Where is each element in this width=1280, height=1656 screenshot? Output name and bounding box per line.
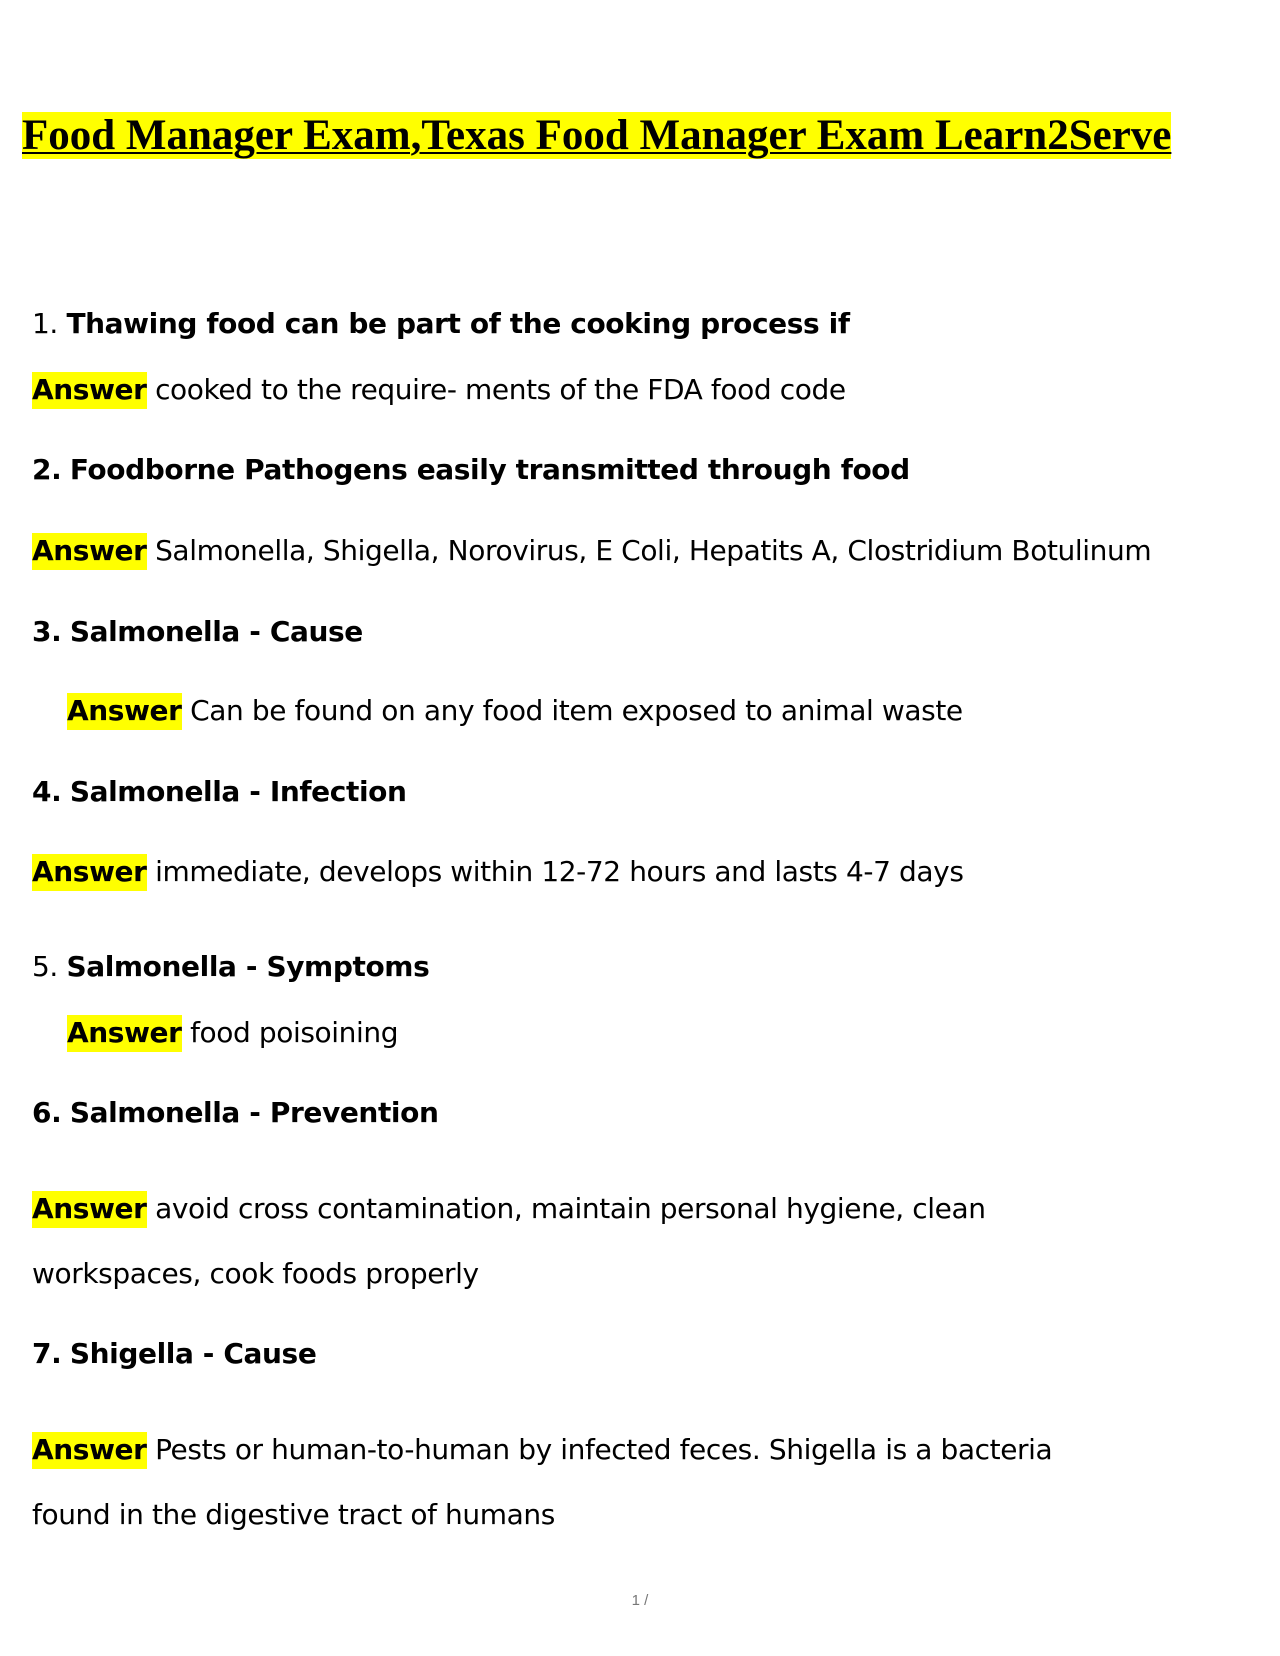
answer-3 — [67, 694, 963, 728]
question-number: 2. — [32, 453, 62, 486]
title-highlight: Food Manager Exam,Texas Food Manager Exam Learn2Serve — [22, 112, 1172, 159]
question-number: 1. — [32, 307, 58, 340]
question-7 — [32, 1337, 316, 1371]
answer-label: Answer — [32, 1191, 147, 1228]
question-text: Salmonella - Prevention — [69, 1096, 439, 1129]
answer-5 — [67, 1016, 398, 1050]
question-text: Salmonella - Infection — [69, 775, 407, 808]
question-number: 5. — [32, 950, 58, 983]
question-3 — [32, 615, 363, 649]
question-text: Salmonella - Cause — [69, 615, 363, 648]
question-number: 3. — [32, 615, 62, 648]
answer-7 — [32, 1433, 1052, 1467]
answer-text: avoid cross contamination, maintain personal hygiene, clean — [155, 1192, 986, 1225]
question-2 — [32, 453, 910, 487]
question-text: Foodborne Pathogens easily transmitted through food — [69, 453, 910, 486]
question-number: 7. — [32, 1337, 62, 1370]
answer-text: found in the digestive tract of humans — [32, 1498, 555, 1531]
page-number: 1 / — [631, 1592, 649, 1609]
question-4 — [32, 775, 407, 809]
document-title — [22, 112, 1171, 160]
answer-text: workspaces, cook foods properly — [32, 1257, 479, 1290]
answer-text: food poisoining — [190, 1016, 399, 1049]
answer-1 — [32, 373, 846, 407]
answer-label: Answer — [32, 372, 147, 409]
answer-text: immediate, develops within 12-72 hours and lasts 4-7 days — [155, 855, 964, 888]
question-text: Thawing food can be part of the cooking process if — [66, 307, 850, 340]
answer-2 — [32, 534, 1151, 568]
answer-7-continuation — [32, 1498, 555, 1532]
answer-text: Pests or human-to-human by infected feces. Shigella is a bacteria — [155, 1433, 1053, 1466]
question-text: Shigella - Cause — [69, 1337, 317, 1370]
question-6 — [32, 1096, 439, 1130]
answer-label: Answer — [67, 1015, 182, 1052]
answer-6-continuation — [32, 1257, 479, 1291]
answer-text: cooked to the require- ments of the FDA food code — [155, 373, 846, 406]
answer-4 — [32, 855, 964, 889]
answer-text: Can be found on any food item exposed to animal waste — [190, 694, 963, 727]
answer-label: Answer — [32, 854, 147, 891]
answer-6 — [32, 1192, 986, 1226]
answer-text: Salmonella, Shigella, Norovirus, E Coli, Hepatits A, Clostridium Botulinum — [155, 534, 1152, 567]
question-5 — [32, 950, 429, 984]
question-text: Salmonella - Symptoms — [66, 950, 430, 983]
answer-label: Answer — [67, 693, 182, 730]
question-number: 4. — [32, 775, 62, 808]
question-1 — [32, 307, 850, 341]
answer-label: Answer — [32, 1432, 147, 1469]
answer-label: Answer — [32, 533, 147, 570]
question-number: 6. — [32, 1096, 62, 1129]
